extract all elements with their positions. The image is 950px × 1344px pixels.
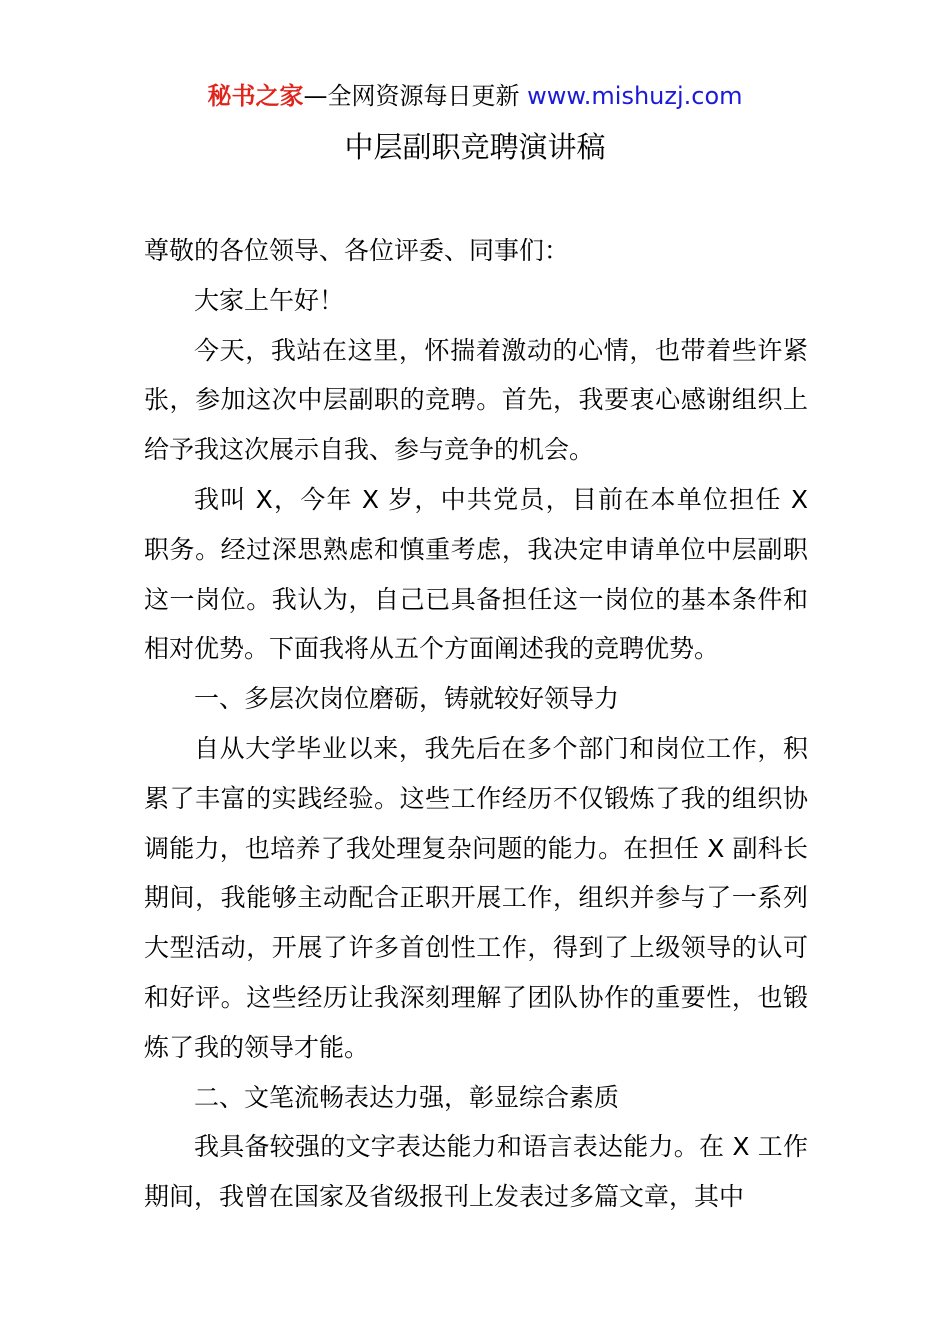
header-slogan: —全网资源每日更新	[303, 82, 528, 110]
document-body	[144, 226, 808, 1222]
site-header	[0, 80, 950, 112]
paragraph-section-2: 我具备较强的文字表达能力和语言表达能力。在 X 工作期间，我曾在国家及省级报刊上发表过多篇文章，其中	[144, 1132, 808, 1212]
salutation: 尊敬的各位领导、各位评委、同事们：	[144, 236, 570, 265]
paragraph-self-introduction: 我叫 X，今年 X 岁，中共党员，目前在本单位担任 X 职务。经过深思熟虑和慎重考虑，我决定申请单位中层副职这一岗位。我认为，自己已具备担任这一岗位的基本条件和相对优势。下面我将从五个方面阐述我的竞聘优势。	[144, 484, 808, 664]
section-heading-1: 一、多层次岗位磨砺，铸就较好领导力	[194, 684, 620, 714]
document-title: 中层副职竞聘演讲稿	[344, 130, 606, 164]
site-url-link[interactable]: www.mishuzj.com	[527, 82, 743, 110]
section-heading-2: 二、文笔流畅表达力强，彰显综合素质	[194, 1082, 620, 1112]
paragraph-section-1: 自从大学毕业以来，我先后在多个部门和岗位工作，积累了丰富的实践经验。这些工作经历不仅锻炼了我的组织协调能力，也培养了我处理复杂问题的能力。在担任 X 副科长期间，我能够主动配合正职开展工作，组织并参与了一系列大型活动，开展了许多首创性工作，得到了上级领导的认可和好评。这些经历让我深刻理解了团队协作的重要性，也锻炼了我的领导才能。	[144, 733, 808, 1062]
greeting: 大家上午好！	[194, 285, 345, 315]
paragraph-intro: 今天，我站在这里，怀揣着激动的心情，也带着些许紧张，参加这次中层副职的竞聘。首先，我要衷心感谢组织上给予我这次展示自我、参与竞争的机会。	[144, 335, 808, 465]
brand-name: 秘书之家	[207, 82, 304, 110]
